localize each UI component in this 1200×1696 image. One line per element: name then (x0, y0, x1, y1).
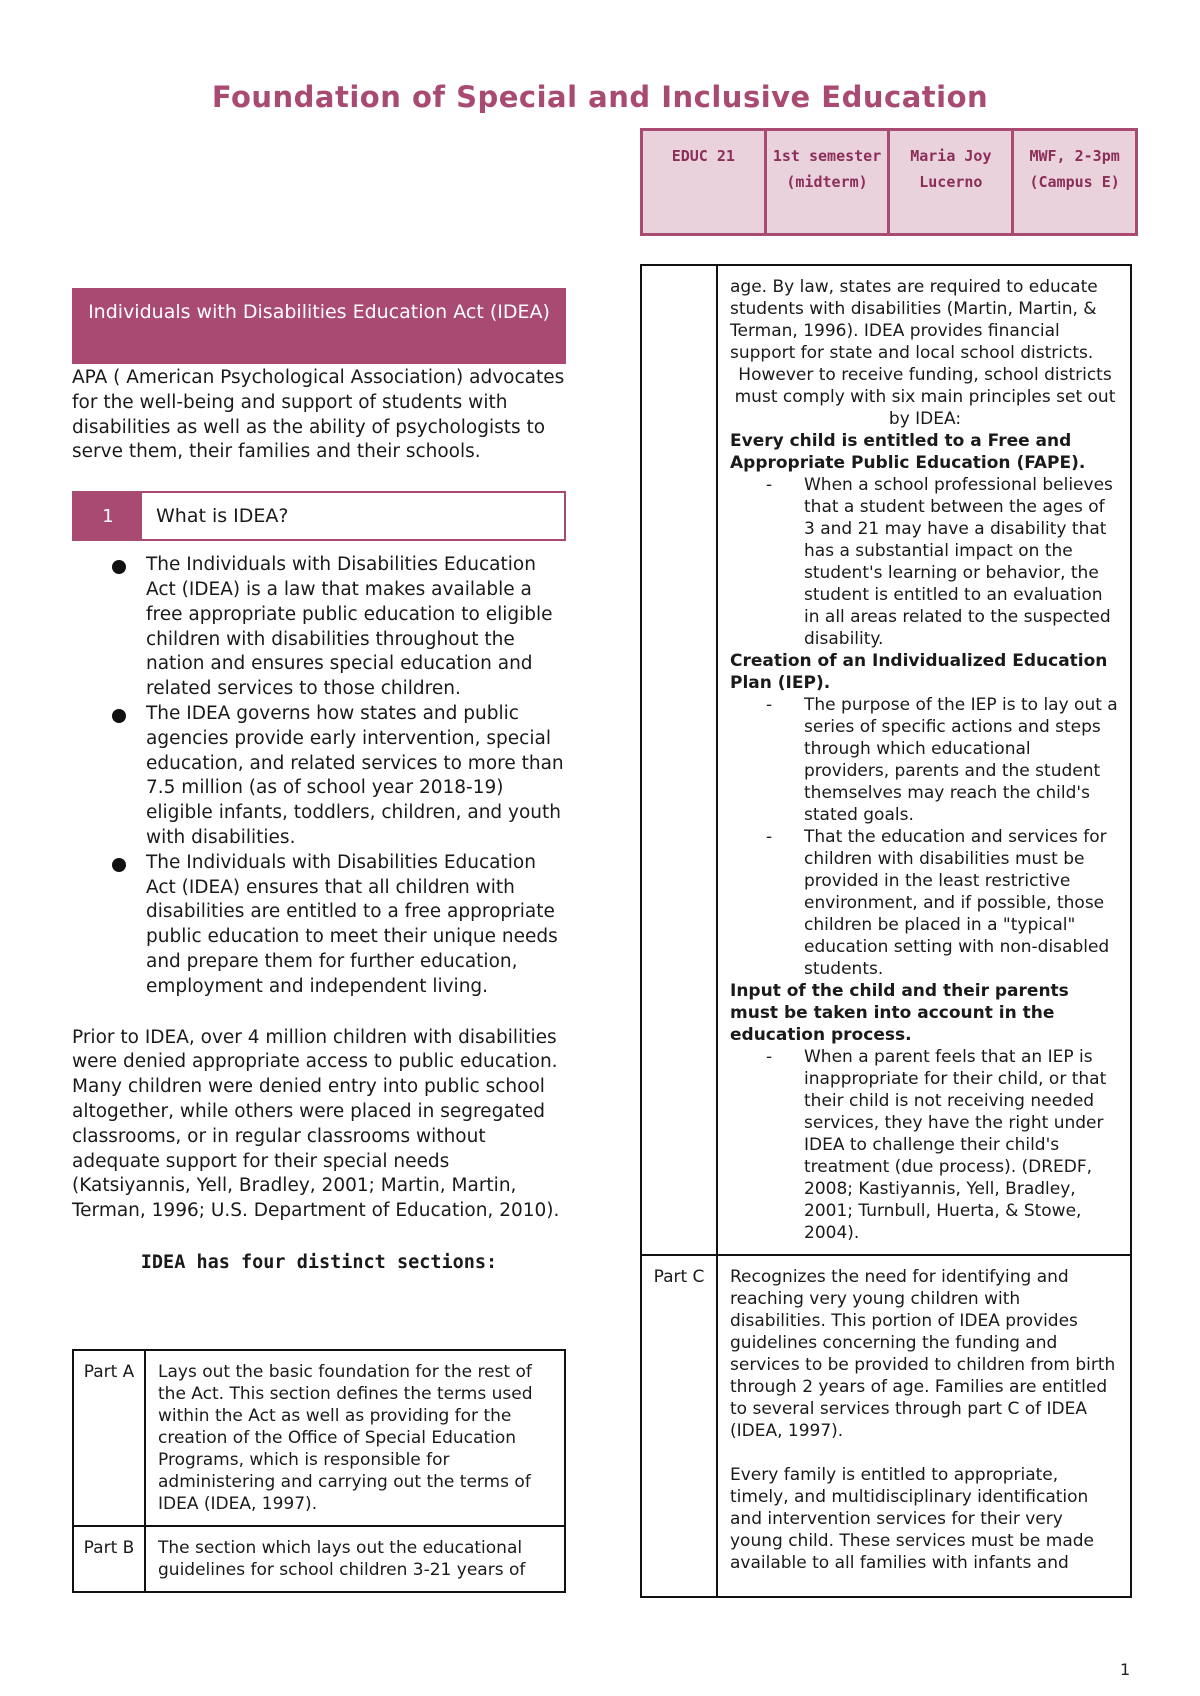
idea-header-banner: Individuals with Disabilities Education Act (IDEA) (72, 288, 566, 364)
bullet-icon (112, 560, 126, 574)
bullet-icon (112, 709, 126, 723)
dash-icon: - (766, 827, 773, 847)
parts-table-right (640, 264, 1132, 1598)
list-item (72, 702, 566, 851)
list-item (730, 474, 1120, 650)
part-b-continued-label (641, 265, 717, 1255)
funding-text: However to receive funding, school districts must comply with six main principles set out by IDEA: (734, 365, 1116, 429)
list-item (730, 1046, 1120, 1244)
idea-bullet-list (72, 553, 566, 999)
list-item-text: When a school professional believes that a student between the ages of 3 and 21 may have a disability that has a substantial impact on the student's learning or behavior, the student is entitled to an evaluation in all areas related to the suspected disability. (804, 475, 1113, 649)
question-number: 1 (74, 493, 142, 539)
dash-icon: - (766, 1047, 773, 1067)
part-b-label: Part B (73, 1526, 145, 1592)
bullet-text: The IDEA governs how states and public agencies provide early intervention, special education, and related services to more than 7.5 million (as of school year 2018-19) eligible infants, toddlers, children, and youth with disabilities. (146, 702, 564, 848)
part-b-intro: age. By law, states are required to educate students with disabilities (Martin, Martin, & Terman, 1996). IDEA provides financial support for state and local school districts. (730, 277, 1098, 363)
list-item-text: The purpose of the IEP is to lay out a series of specific actions and steps through which educational providers, parents and the student themselves may reach the child's stated goals. (804, 695, 1118, 825)
part-c-label: Part C (641, 1255, 717, 1597)
dash-icon: - (766, 475, 773, 495)
sections-heading: IDEA has four distinct sections: (140, 1251, 498, 1273)
course-code-cell: EDUC 21 (642, 130, 766, 235)
parts-table-left (72, 1349, 566, 1593)
table-row (641, 1255, 1131, 1597)
question-box (72, 491, 566, 541)
course-info-table (640, 128, 1138, 236)
document-title: Foundation of Special and Inclusive Education (211, 80, 989, 114)
table-row (641, 265, 1131, 1255)
part-c-paragraph-1: Recognizes the need for identifying and reaching very young children with disabilities. This portion of IDEA provides guidelines concerning the funding and services to be provided to children from birth through 2 years of age. Families are entitled to several services through part C of IDEA (IDEA, 1997). (730, 1267, 1116, 1441)
part-a-label: Part A (73, 1350, 145, 1526)
list-item (72, 851, 566, 1000)
schedule-cell: MWF, 2-3pm (Campus E) (1013, 130, 1137, 235)
semester-cell: 1st semester (midterm) (765, 130, 889, 235)
left-column (72, 288, 566, 1276)
list-item (730, 694, 1120, 826)
part-c-text (717, 1255, 1131, 1597)
instructor-cell: Maria Joy Lucerno (889, 130, 1013, 235)
principle-parent-input: Input of the child and their parents must be taken into account in the education process. (730, 981, 1069, 1045)
list-item-text: When a parent feels that an IEP is inappropriate for their child, or that their child is not receiving needed services, they have the right under IDEA to challenge their child's treatment (due process). (DREDF, 2008; Kastiyannis, Yell, Bradley, 2001; Turnbull, Huerta, & Stowe, 2004). (804, 1047, 1107, 1243)
principle-iep: Creation of an Individualized Education Plan (IEP). (730, 651, 1108, 693)
page-number: 1 (1120, 1660, 1131, 1679)
part-a-text: Lays out the basic foundation for the rest of the Act. This section defines the terms used within the Act as well as providing for the creation of the Office of Special Education Programs, which is responsible for administering and carrying out the terms of IDEA (IDEA, 1997). (145, 1350, 565, 1526)
apa-intro-paragraph: APA ( American Psychological Association) advocates for the well-being and support of students with disabilities as well as the ability of psychologists to serve them, their families and their schools. (72, 367, 565, 463)
list-item (730, 826, 1120, 980)
table-row (73, 1526, 565, 1592)
part-c-paragraph-2: Every family is entitled to appropriate, timely, and multidisciplinary identification and intervention services for their very young child. These services must be made available to all families with infants and (730, 1465, 1095, 1573)
part-b-continued-text (717, 265, 1131, 1255)
bullet-text: The Individuals with Disabilities Education Act (IDEA) is a law that makes available a free appropriate public education to eligible children with disabilities throughout the nation and ensures special education and related services to those children. (146, 554, 553, 700)
prior-to-idea-paragraph: Prior to IDEA, over 4 million children with disabilities were denied appropriate access to public education. Many children were denied entry into public school altogether, while others were placed in segregated classrooms, or in regular classrooms without adequate support for their special needs (Katsiyannis, Yell, Bradley, 2001; Martin, Martin, Terman, 1996; U.S. Department of Education, 2010). (72, 1026, 560, 1222)
paragraph-spacer (730, 1442, 1120, 1464)
table-row (73, 1350, 565, 1526)
principle-fape: Every child is entitled to a Free and Appropriate Public Education (FAPE). (730, 431, 1086, 473)
list-item (72, 553, 566, 702)
question-text: What is IDEA? (156, 505, 289, 528)
bullet-icon (112, 858, 126, 872)
bullet-text: The Individuals with Disabilities Education Act (IDEA) ensures that all children with disabilities are entitled to a free appropriate public education to meet their unique needs and prepare them for further education, employment and independent living. (146, 851, 558, 997)
list-item-text: That the education and services for children with disabilities must be provided in the least restrictive environment, and if possible, those children be placed in a "typical" education setting with non-disabled students. (804, 827, 1110, 979)
part-b-text: The section which lays out the educational guidelines for school children 3-21 years of (145, 1526, 565, 1592)
dash-icon: - (766, 695, 773, 715)
